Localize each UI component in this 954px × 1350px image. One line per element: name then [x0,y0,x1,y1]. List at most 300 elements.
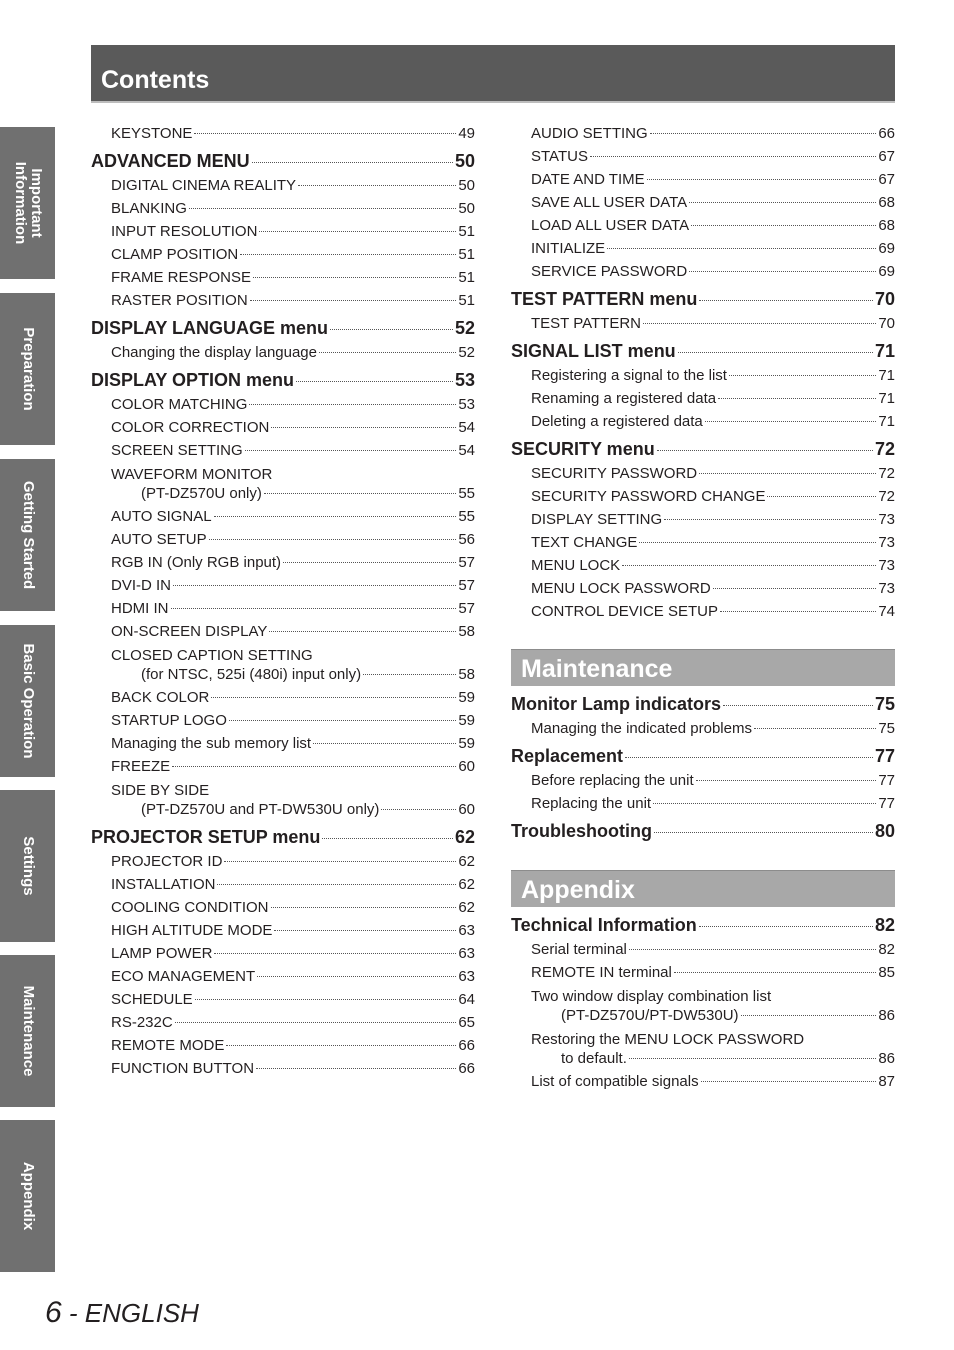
toc-page-number: 55 [458,508,475,525]
toc-entry[interactable] [511,315,895,333]
dot-leader [217,884,456,885]
toc-entry[interactable] [91,899,475,917]
toc-entry-title: SCREEN SETTING [111,442,243,459]
toc-entry-title: STATUS [531,148,588,165]
dot-leader [718,398,876,399]
chapter-tab-important-information[interactable] [0,127,55,279]
toc-entry[interactable] [91,600,475,618]
toc-entry-title: KEYSTONE [111,125,193,142]
toc-entry[interactable] [511,194,895,212]
toc-heading[interactable] [511,340,895,362]
toc-entry-title: FRAME RESPONSE [111,269,252,286]
toc-page-number: 54 [458,442,475,459]
dot-leader [699,300,873,301]
dot-leader [271,907,457,908]
toc-entry[interactable] [91,419,475,437]
toc-entry-title: Replacement [511,746,624,766]
toc-page-number: 77 [874,746,895,766]
toc-entry-title: RASTER POSITION [111,292,248,309]
toc-page-number: 82 [874,915,895,935]
toc-entry-title: MENU LOCK PASSWORD [531,580,711,597]
toc-page-number: 62 [458,853,475,870]
toc-entry-title: ADVANCED MENU [91,151,250,171]
toc-entry-title: INSTALLATION [111,876,216,893]
toc-page-number: 51 [458,246,475,263]
toc-entry-title: Changing the display language [111,344,317,361]
toc-entry[interactable] [511,603,895,621]
dot-leader [175,1022,457,1023]
toc-entry[interactable] [91,292,475,310]
dot-leader [653,803,876,804]
dot-leader [664,519,876,520]
toc-entry-title: SCHEDULE [111,991,193,1008]
toc-entry[interactable] [91,1060,475,1078]
toc-page-number: 85 [878,964,895,981]
toc-entry[interactable] [511,390,895,408]
dot-leader [699,926,873,927]
toc-page-number: 59 [458,735,475,752]
toc-entry-title: CLOSED CAPTION SETTING [111,647,313,664]
toc-entry-title: INITIALIZE [531,240,606,257]
chapter-tab-basic-operation[interactable] [0,625,55,777]
dot-leader [713,588,877,589]
toc-entry-title: HDMI IN [111,600,169,617]
dot-leader [654,832,873,833]
dot-leader [330,329,453,330]
toc-entry[interactable] [91,646,475,684]
toc-page-number: 51 [458,292,475,309]
dot-leader [259,231,456,232]
toc-page-number: 80 [874,821,895,841]
toc-entry[interactable] [91,577,475,595]
dot-leader [313,743,456,744]
toc-entry-title: AUTO SIGNAL [111,508,212,525]
toc-heading[interactable] [91,317,475,339]
toc-page-number: 72 [878,465,895,482]
toc-page-number: 70 [878,315,895,332]
toc-entry-title: TEST PATTERN [531,315,642,332]
dot-leader [209,539,457,540]
dot-leader [256,1068,456,1069]
toc-entry[interactable] [511,125,895,143]
toc-page-number: 57 [458,600,475,617]
toc-entry[interactable] [511,557,895,575]
toc-entry[interactable] [511,941,895,959]
toc-page-number: 56 [458,531,475,548]
toc-heading[interactable] [91,150,475,172]
dot-leader [264,493,456,494]
toc-page-number: 82 [878,941,895,958]
toc-entry-title: Troubleshooting [511,821,652,841]
toc-entry[interactable] [91,223,475,241]
chapter-tab-appendix[interactable] [0,1120,55,1272]
toc-entry-title: RGB IN (Only RGB input) [111,554,282,571]
toc-entry-title: List of compatible signals [531,1073,699,1090]
toc-page-number: 62 [458,876,475,893]
dot-leader [705,421,877,422]
toc-entry-title: LAMP POWER [111,945,213,962]
toc-page-number: 67 [878,148,895,165]
toc-entry[interactable] [91,712,475,730]
dot-leader [274,930,456,931]
toc-page-number: 69 [878,240,895,257]
chapter-tab-getting-started[interactable] [0,459,55,611]
toc-page-number: 49 [458,125,475,142]
toc-entry-title: Before replacing the unit [531,772,694,789]
toc-entry-title: INPUT RESOLUTION [111,223,258,240]
toc-entry[interactable] [91,465,475,503]
toc-entry[interactable] [91,781,475,819]
toc-page-number: 63 [458,922,475,939]
toc-page-number: 68 [878,194,895,211]
toc-page-number: 73 [878,580,895,597]
chapter-tab-label: Appendix [19,1161,37,1231]
toc-entry-title: Restoring the MENU LOCK PASSWORD [531,1031,805,1048]
page-footer [45,1297,199,1329]
dot-leader [240,254,456,255]
dot-leader [194,133,456,134]
toc-entry-title: CLAMP POSITION [111,246,239,263]
toc-entry[interactable] [91,531,475,549]
toc-entry-title: (for NTSC, 525i (480i) input only) [141,666,362,683]
toc-entry-title: DISPLAY SETTING [531,511,663,528]
toc-heading[interactable] [511,820,895,842]
toc-page-number: 71 [874,341,895,361]
toc-entry-title: REMOTE MODE [111,1037,225,1054]
toc-page-number: 69 [878,263,895,280]
toc-entry-title: FUNCTION BUTTON [111,1060,255,1077]
toc-page-number: 86 [878,1007,895,1024]
toc-entry[interactable] [511,1030,895,1068]
dot-leader [691,225,876,226]
chapter-tab-label: Basic Operation [19,643,37,759]
toc-entry[interactable] [91,922,475,940]
toc-page-number: 77 [878,795,895,812]
dot-leader [657,450,873,451]
dot-leader [625,757,873,758]
toc-entry-title: to default. [561,1050,627,1067]
toc-page-number: 58 [458,623,475,640]
toc-entry[interactable] [511,263,895,281]
toc-entry-title: MENU LOCK [531,557,621,574]
dot-leader [381,809,456,810]
toc-entry[interactable] [91,246,475,264]
section-banner-maintenance [511,649,895,686]
toc-page-number: 50 [458,177,475,194]
toc-entry-title: DATE AND TIME [531,171,645,188]
toc-entry-title: Managing the sub memory list [111,735,312,752]
toc-page-number: 74 [878,603,895,620]
toc-entry-title: HIGH ALTITUDE MODE [111,922,273,939]
dot-leader [363,674,456,675]
toc-entry-title: ON-SCREEN DISPLAY [111,623,268,640]
toc-entry-title: Registering a signal to the list [531,367,727,384]
toc-page-number: 75 [878,720,895,737]
toc-heading[interactable] [91,369,475,391]
dot-leader [172,766,456,767]
dot-leader [283,562,456,563]
dot-leader [720,611,876,612]
toc-page-number: 86 [878,1050,895,1067]
chapter-tab-label: Maintenance [19,985,37,1077]
dot-leader [590,156,876,157]
chapter-tab-label: Settings [19,836,37,896]
toc-entry-title: CONTROL DEVICE SETUP [531,603,718,620]
dot-leader [629,1058,876,1059]
toc-entry-title: BLANKING [111,200,187,217]
toc-page-number: 53 [454,370,475,390]
toc-entry[interactable] [511,534,895,552]
toc-entry[interactable] [91,125,475,143]
toc-entry-title: COLOR CORRECTION [111,419,270,436]
toc-page-number: 71 [878,390,895,407]
toc-page-number: 65 [458,1014,475,1031]
toc-entry[interactable] [91,396,475,414]
toc-entry[interactable] [511,772,895,790]
dot-leader [729,375,876,376]
toc-page-number: 62 [454,827,475,847]
chapter-tab-label: Important Information [11,161,45,245]
toc-entry[interactable] [91,689,475,707]
toc-entry[interactable] [91,991,475,1009]
toc-entry[interactable] [511,171,895,189]
toc-entry[interactable] [91,945,475,963]
toc-page-number: 66 [458,1037,475,1054]
section-title: Appendix [521,876,635,904]
section-banner-appendix [511,870,895,907]
toc-page-number: 55 [458,485,475,502]
toc-page-number: 51 [458,223,475,240]
toc-heading[interactable] [511,914,895,936]
toc-page-number: 52 [454,318,475,338]
toc-entry[interactable] [511,987,895,1025]
toc-page-number: 64 [458,991,475,1008]
toc-entry-title: REMOTE IN terminal [531,964,672,981]
toc-entry-title: DISPLAY LANGUAGE menu [91,318,329,338]
toc-page-number: 59 [458,689,475,706]
toc-entry[interactable] [91,758,475,776]
dot-leader [252,162,453,163]
dot-leader [754,728,876,729]
chapter-tab-settings[interactable] [0,790,55,942]
toc-page-number: 68 [878,217,895,234]
toc-entry-title: STARTUP LOGO [111,712,227,729]
toc-right-column [511,120,895,1096]
dot-leader [622,565,876,566]
toc-entry-title: SERVICE PASSWORD [531,263,688,280]
toc-page-number: 57 [458,554,475,571]
toc-entry[interactable] [511,217,895,235]
page-title: Contents [101,66,210,94]
toc-entry-title: TEST PATTERN menu [511,289,698,309]
dot-leader [224,861,456,862]
toc-page-number: 75 [874,694,895,714]
toc-page-number: 54 [458,419,475,436]
toc-entry-title: (PT-DZ570U/PT-DW530U) [561,1007,739,1024]
dot-leader [249,404,456,405]
toc-page-number: 53 [458,396,475,413]
toc-entry[interactable] [91,876,475,894]
toc-entry-title: ECO MANAGEMENT [111,968,256,985]
toc-left-column [91,120,475,1083]
toc-entry[interactable] [511,413,895,431]
toc-page-number: 77 [878,772,895,789]
toc-entry[interactable] [511,580,895,598]
dot-leader [767,496,876,497]
chapter-tab-maintenance[interactable] [0,955,55,1107]
toc-page-number: 66 [878,125,895,142]
chapter-tab-preparation[interactable] [0,293,55,445]
toc-entry-title: COLOR MATCHING [111,396,248,413]
toc-entry[interactable] [91,1014,475,1032]
toc-heading[interactable] [511,288,895,310]
dot-leader [171,608,457,609]
toc-entry-title: DISPLAY OPTION menu [91,370,295,390]
toc-entry[interactable] [511,795,895,813]
dot-leader [696,780,877,781]
toc-entry[interactable] [511,720,895,738]
toc-page-number: 51 [458,269,475,286]
dot-leader [678,352,873,353]
toc-page-number: 67 [878,171,895,188]
toc-page-number: 63 [458,945,475,962]
dot-leader [723,705,873,706]
dot-leader [639,542,876,543]
toc-entry-title: SIDE BY SIDE [111,782,210,799]
toc-entry[interactable] [91,442,475,460]
dot-leader [322,838,453,839]
toc-page-number: 71 [878,413,895,430]
toc-entry[interactable] [91,344,475,362]
contents-header [91,45,895,103]
chapter-tab-label: Preparation [19,327,37,411]
dot-leader [319,352,456,353]
toc-heading[interactable] [511,745,895,767]
dot-leader [214,516,457,517]
toc-entry[interactable] [91,853,475,871]
dot-leader [214,953,456,954]
toc-heading[interactable] [91,826,475,848]
toc-entry[interactable] [511,1073,895,1091]
toc-entry-title: BACK COLOR [111,689,210,706]
toc-entry-title: AUTO SETUP [111,531,207,548]
toc-entry-title: AUDIO SETTING [531,125,648,142]
toc-entry-title: SAVE ALL USER DATA [531,194,688,211]
toc-entry[interactable] [511,488,895,506]
toc-entry[interactable] [511,148,895,166]
toc-entry[interactable] [511,240,895,258]
toc-page-number: 66 [458,1060,475,1077]
toc-entry[interactable] [511,465,895,483]
dot-leader [195,999,457,1000]
toc-entry-title: RS-232C [111,1014,173,1031]
toc-page-number: 50 [454,151,475,171]
toc-entry[interactable] [91,968,475,986]
dot-leader [269,631,456,632]
toc-entry[interactable] [91,177,475,195]
toc-entry[interactable] [91,735,475,753]
toc-entry[interactable] [91,554,475,572]
dot-leader [650,133,877,134]
toc-entry-title: (PT-DZ570U and PT-DW530U only) [141,801,380,818]
toc-page-number: 62 [458,899,475,916]
toc-page-number: 73 [878,511,895,528]
toc-entry[interactable] [511,964,895,982]
dot-leader [253,277,456,278]
toc-page-number: 70 [874,289,895,309]
toc-entry-title: WAVEFORM MONITOR [111,466,273,483]
dot-leader [257,976,456,977]
dot-leader [229,720,456,721]
toc-entry[interactable] [91,1037,475,1055]
dot-leader [296,381,453,382]
dot-leader [250,300,457,301]
toc-entry[interactable] [91,508,475,526]
chapter-tab-label: Getting Started [19,480,37,590]
toc-page-number: 57 [458,577,475,594]
toc-entry-title: TEXT CHANGE [531,534,638,551]
dot-leader [245,450,457,451]
toc-entry-title: PROJECTOR ID [111,853,223,870]
toc-entry-title: (PT-DZ570U only) [141,485,262,502]
toc-entry[interactable] [91,623,475,641]
dot-leader [629,949,876,950]
dot-leader [226,1045,456,1046]
toc-entry-title: Deleting a registered data [531,413,703,430]
toc-page-number: 52 [458,344,475,361]
dot-leader [701,1081,877,1082]
toc-page-number: 50 [458,200,475,217]
toc-entry-title: Renaming a registered data [531,390,717,407]
toc-entry[interactable] [511,367,895,385]
dot-leader [173,585,456,586]
toc-page-number: 72 [878,488,895,505]
toc-entry[interactable] [91,269,475,287]
dot-leader [689,271,876,272]
toc-entry-title: LOAD ALL USER DATA [531,217,690,234]
toc-page-number: 71 [878,367,895,384]
toc-page-number: 73 [878,557,895,574]
dot-leader [607,248,876,249]
toc-entry-title: Monitor Lamp indicators [511,694,722,714]
toc-entry-title: Replacing the unit [531,795,652,812]
toc-page-number: 72 [874,439,895,459]
toc-page-number: 60 [458,758,475,775]
toc-heading[interactable] [511,438,895,460]
dot-leader [699,473,876,474]
dot-leader [647,179,877,180]
toc-entry-title: COOLING CONDITION [111,899,269,916]
toc-entry-title: Technical Information [511,915,697,935]
toc-entry[interactable] [91,200,475,218]
section-title: Maintenance [521,655,673,683]
toc-entry-title: Serial terminal [531,941,627,958]
dot-leader [271,427,456,428]
toc-heading[interactable] [511,693,895,715]
toc-entry[interactable] [511,511,895,529]
toc-entry-title: PROJECTOR SETUP menu [91,827,321,847]
dot-leader [643,323,876,324]
toc-entry-title: SECURITY PASSWORD [531,465,698,482]
page-language: - ENGLISH [61,1298,199,1328]
toc-entry-title: FREEZE [111,758,171,775]
toc-entry-title: Two window display combination list [531,988,772,1005]
dot-leader [189,208,456,209]
dot-leader [674,972,876,973]
dot-leader [298,185,456,186]
toc-entry-title: SIGNAL LIST menu [511,341,676,361]
dot-leader [689,202,876,203]
